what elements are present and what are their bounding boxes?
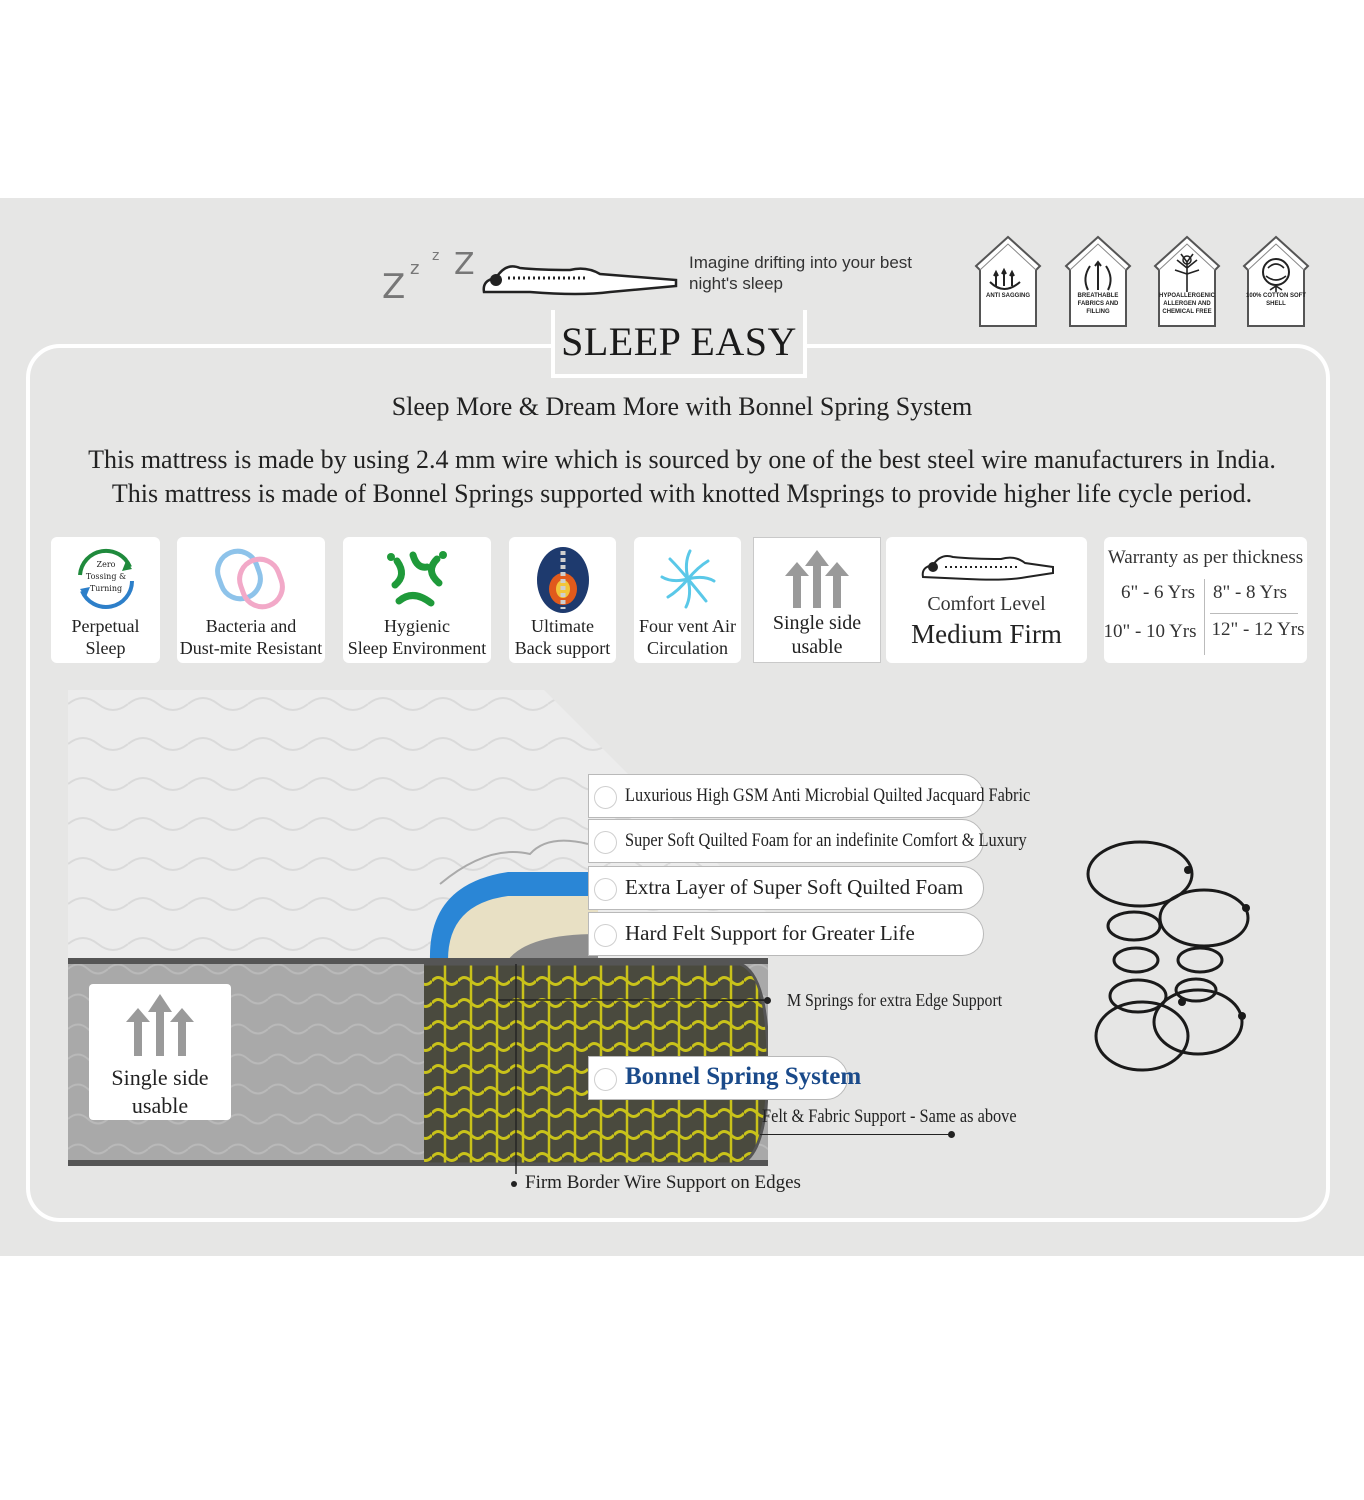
badge-label: HYPOALLERGENIC ALLERGEN AND CHEMICAL FREE — [1158, 293, 1215, 315]
spine-icon — [533, 545, 593, 615]
bonnel-spring-icon — [1082, 836, 1254, 1078]
feature-back-support — [509, 537, 616, 663]
feature-single-side — [753, 537, 881, 663]
felt-callout: Felt & Fabric Support - Same as above — [762, 1106, 1017, 1127]
comfort-label: Comfort Level — [927, 593, 1046, 615]
border-callout: Firm Border Wire Support on Edges — [525, 1172, 801, 1193]
feature-label-line2: Sleep — [85, 638, 126, 658]
sleeper-icon — [917, 545, 1057, 585]
layer-fabric — [588, 774, 1031, 818]
feature-label-line1: Single side — [772, 612, 862, 634]
anti-sagging-icon — [972, 234, 1044, 328]
layer-extra-foam — [588, 866, 984, 910]
warranty-cell: 12" - 12 Yrs — [1211, 619, 1305, 640]
hygiene-burst-icon — [377, 545, 457, 613]
sleeping-person-icon — [380, 240, 680, 306]
description-line-2: This mattress is made of Bonnel Springs supported with knotted Msprings to provide higher life cycle period. — [111, 479, 1253, 508]
leader-line — [760, 1134, 952, 1135]
interlocked-rings-icon — [211, 545, 291, 617]
svg-text:Zero: Zero — [96, 560, 115, 569]
badge-line2: usable — [131, 1093, 189, 1118]
page-title: SLEEP EASY — [561, 319, 797, 364]
zero-tossing-icon — [70, 545, 142, 613]
warranty-card — [1104, 537, 1307, 663]
comfort-value: Medium Firm — [911, 619, 1062, 649]
warranty-cell: 8" - 8 Yrs — [1212, 582, 1288, 603]
single-side-badge — [89, 984, 231, 1120]
msprings-callout: M Springs for extra Edge Support — [787, 990, 1003, 1010]
anti-sagging-badge — [972, 234, 1044, 328]
feature-label-line2: Sleep Environment — [347, 638, 487, 658]
feature-label-line1: Perpetual — [71, 616, 140, 636]
svg-text:Turning: Turning — [89, 584, 122, 593]
cotton-badge — [1240, 234, 1312, 328]
hypoallergenic-badge — [1151, 234, 1223, 328]
feature-label-line1: Ultimate — [531, 616, 594, 636]
layer-label: Super Soft Quilted Foam for an indefinite Comfort & Luxury — [625, 830, 1027, 851]
layer-marker — [594, 786, 617, 809]
warranty-cell: 10" - 10 Yrs — [1103, 621, 1197, 642]
comfort-level-card — [886, 537, 1087, 663]
bonnel-spring-pill — [588, 1056, 862, 1100]
layer-label: Luxurious High GSM Anti Microbial Quilted Jacquard Fabric — [625, 785, 1031, 806]
feature-label-line2: Circulation — [647, 638, 728, 658]
leader-dot — [948, 1131, 955, 1138]
leader-line — [700, 1000, 766, 1001]
leader-dot — [511, 1181, 517, 1187]
layer-hard-felt — [588, 912, 984, 956]
svg-text:Z: Z — [454, 247, 475, 282]
description-line-1: This mattress is made by using 2.4 mm wire which is sourced by one of the best steel wire manufacturers in India. — [88, 445, 1276, 474]
feature-label-line2: Back support — [514, 638, 611, 658]
badge-label: ANTI SAGGING — [985, 293, 1030, 299]
feature-perpetual-sleep — [51, 537, 160, 663]
badge-line1: Single side — [111, 1065, 209, 1090]
warranty-cell: 6" - 6 Yrs — [1120, 582, 1196, 603]
bonnel-label: Bonnel Spring System — [625, 1063, 862, 1090]
feature-hygienic — [343, 537, 491, 663]
svg-text:Tossing &: Tossing & — [85, 572, 126, 581]
layer-marker — [594, 878, 617, 901]
feature-air-circulation — [634, 537, 741, 663]
up-arrows-icon — [118, 990, 202, 1058]
leader-dot — [764, 997, 771, 1004]
layer-marker — [594, 831, 617, 854]
layer-label: Hard Felt Support for Greater Life — [625, 921, 915, 945]
svg-text:Z: Z — [382, 267, 406, 306]
feature-label-line2: usable — [791, 636, 843, 658]
warranty-heading: Warranty as per thickness — [1107, 547, 1304, 568]
layer-marker — [594, 924, 617, 947]
air-vent-icon — [656, 545, 720, 613]
breathable-badge — [1062, 234, 1134, 328]
tagline: Imagine drifting into your best night's sleep — [689, 253, 913, 293]
feature-label-line2: Dust-mite Resistant — [179, 638, 323, 658]
layer-marker — [594, 1068, 617, 1091]
feature-bacteria-resistant — [177, 537, 325, 663]
badge-label: 100% COTTON SOFT SHELL — [1246, 293, 1306, 307]
layer-label: Extra Layer of Super Soft Quilted Foam — [625, 875, 964, 899]
svg-text:z: z — [410, 258, 420, 279]
feature-label-line1: Bacteria and — [205, 616, 297, 636]
up-arrows-icon — [777, 546, 857, 612]
badge-label: BREATHABLE FABRICS AND FILLING — [1077, 293, 1119, 315]
layer-soft-foam — [588, 819, 1027, 863]
subtitle: Sleep More & Dream More with Bonnel Spring System — [391, 392, 973, 421]
svg-text:z: z — [432, 248, 440, 264]
feature-label-line1: Hygienic — [384, 616, 450, 636]
feature-label-line1: Four vent Air — [639, 616, 736, 636]
cotton-icon — [1240, 234, 1312, 328]
